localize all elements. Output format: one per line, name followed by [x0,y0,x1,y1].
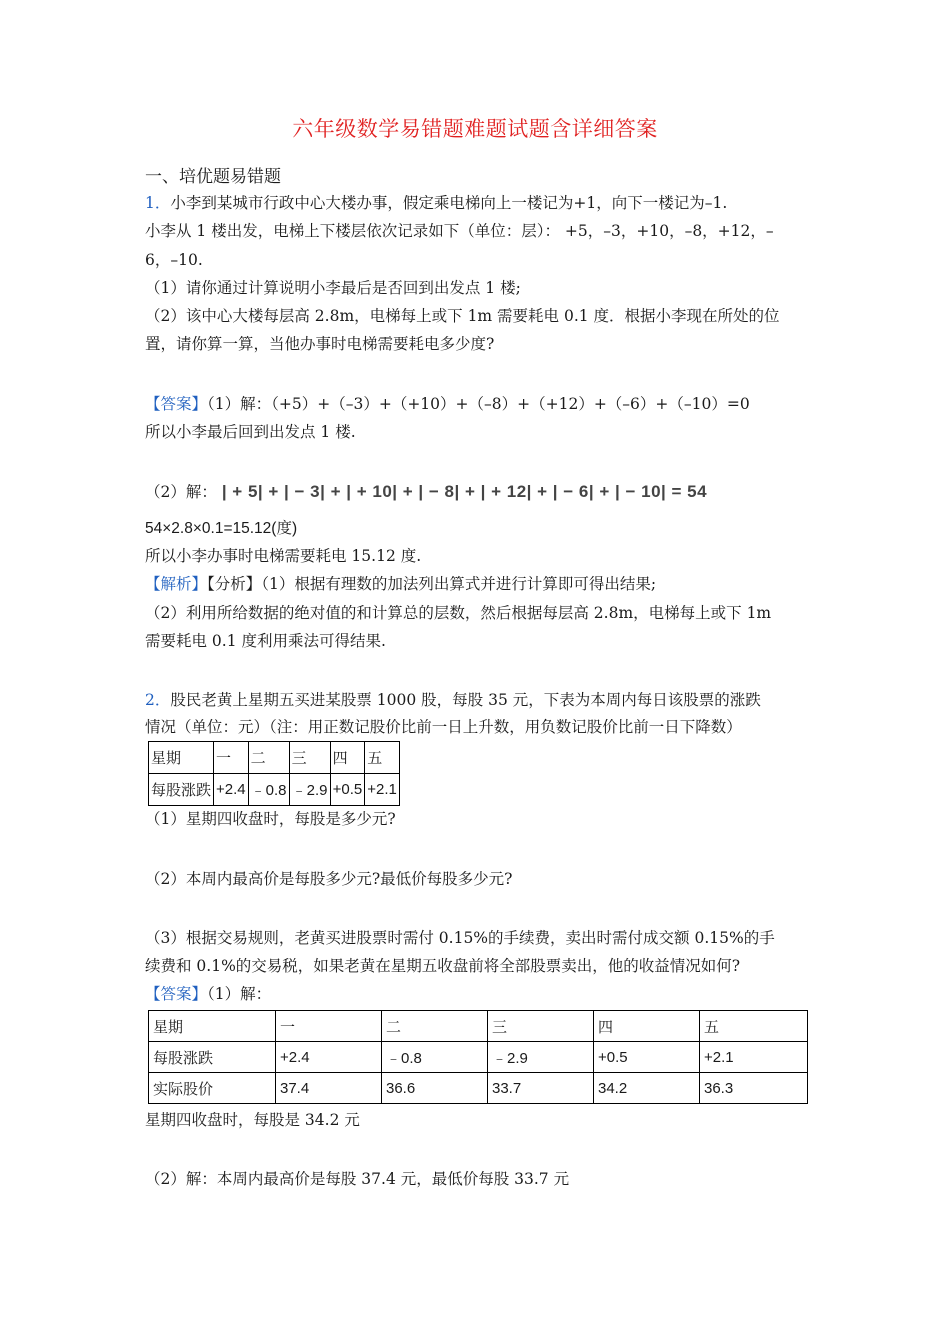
table-cell: ﹣0.8 [382,1042,488,1073]
table-cell: +0.5 [594,1042,700,1073]
q2-answer1 [145,983,810,1005]
table-cell: 34.2 [594,1073,700,1104]
q1-analysis2b: 需要耗电 0.1 度利用乘法可得结果. [145,632,386,650]
table-cell: ﹣2.9 [289,774,330,806]
abs-sum-formula: | + 5| + | − 3| + | + 10| + | − 8| + | + 12| + | − 6| + | − 10| = 54 [221,482,708,501]
table-cell: 星期 [149,1011,276,1042]
q2-part3a: （3）根据交易规则，老黄买进股票时需付 0.15%的手续费，卖出时需付成交额 0.15%的手 [145,929,775,947]
table-cell: +2.4 [214,774,249,806]
q2-answer2: （2）解：本周内最高价是每股 37.4 元，最低价每股 33.7 元 [145,1170,570,1188]
table-cell: 一 [276,1011,382,1042]
q1-part1: （1）请你通过计算说明小李最后是否回到出发点 1 楼; [145,279,521,297]
table-cell: 37.4 [276,1073,382,1104]
page-title: 六年级数学易错题难题试题含详细答案 [292,117,658,141]
q1-analysis1 [145,573,810,595]
q2-part2: （2）本周内最高价是每股多少元?最低价每股多少元? [145,870,513,888]
q1-answer2 [145,481,810,503]
q1-answer2-conclusion: 所以小李办事时电梯需要耗电 15.12 度. [145,547,422,565]
q2-text: 股民老黄上星期五买进某股票 1000 股，每股 35 元，下表为本周内每日该股票的涨跌 [170,691,761,709]
table-cell: 星期 [149,742,214,774]
table-row [149,742,400,774]
q1-number: 1． [145,194,171,212]
table-cell: +0.5 [330,774,365,806]
table-cell: 三 [289,742,330,774]
table-cell: 五 [365,742,400,774]
price-change-table [148,741,400,806]
q2-number: 2． [145,691,171,709]
q1-part2a: （2）该中心大楼每层高 2.8m，电梯每上或下 1m 需要耗电 0.1 度．根据小李现在所处的位 [145,307,780,325]
q1-analysis2a: （2）利用所给数据的绝对值的和计算总的层数，然后根据每层高 2.8m，电梯每上或下 1m [145,604,772,622]
analysis-tag: 【解析】 [145,575,208,593]
table-cell: 三 [488,1011,594,1042]
table-cell: 四 [330,742,365,774]
table-cell: 实际股价 [149,1073,276,1104]
table-cell: +2.1 [365,774,400,806]
q1-answer2-calc: 54×2.8×0.1=15.12(度) [145,520,298,537]
table-cell: 每股涨跌 [149,774,214,806]
q2-answer1-conclusion: 星期四收盘时，每股是 34.2 元 [145,1111,360,1129]
q2-line2: 情况（单位：元）（注：用正数记股价比前一日上升数，用负数记股价比前一日下降数） [145,718,742,736]
q1-line2: 小李从 1 楼出发，电梯上下楼层依次记录如下（单位：层）： +5，–3，+10，–8，+12，– [145,222,774,240]
analysis1-text: 【分析】（1）根据有理数的加法列出算式并进行计算即可得出结果; [207,575,657,593]
q1-text: 小李到某城市行政中心大楼办事，假定乘电梯向上一楼记为+1，向下一楼记为–1. [170,194,728,212]
table-cell: ﹣2.9 [488,1042,594,1073]
table-cell: 四 [594,1011,700,1042]
table-cell: ﹣0.8 [248,774,289,806]
table-row [149,1073,808,1104]
answer-tag: 【答案】 [145,985,208,1003]
q2-part1: （1）星期四收盘时，每股是多少元? [145,810,396,828]
actual-price-table [148,1010,808,1104]
table-row [149,1042,808,1073]
table-cell: 二 [248,742,289,774]
table-cell: 二 [382,1011,488,1042]
table-cell: 36.3 [700,1073,808,1104]
table-cell: 每股涨跌 [149,1042,276,1073]
q2-line1 [145,689,810,711]
table-cell: 33.7 [488,1073,594,1104]
section-heading: 一、培优题易错题 [145,167,281,187]
q1-answer1b: 所以小李最后回到出发点 1 楼. [145,423,356,441]
q1-line1 [145,192,810,214]
table-row [149,774,400,806]
table-cell: 一 [214,742,249,774]
table-cell: +2.1 [700,1042,808,1073]
answer1-text: （1）解：（+5）+（–3）+（+10）+（–8）+（+12）+（–6）+（–10）=0 [207,395,750,413]
q1-part2b: 置，请你算一算，当他办事时电梯需要耗电多少度? [145,335,495,353]
answer-tag: 【答案】 [145,395,208,413]
q1-line3: 6，–10. [145,251,203,269]
table-cell: 36.6 [382,1073,488,1104]
table-cell: 五 [700,1011,808,1042]
table-cell: +2.4 [276,1042,382,1073]
table-row [149,1011,808,1042]
q2-part3b: 续费和 0.1%的交易税，如果老黄在星期五收盘前将全部股票卖出，他的收益情况如何? [145,957,741,975]
answer2-label: （2）解： [145,483,217,501]
q1-answer1 [145,393,810,415]
answer1-label: （1）解： [207,985,272,1003]
